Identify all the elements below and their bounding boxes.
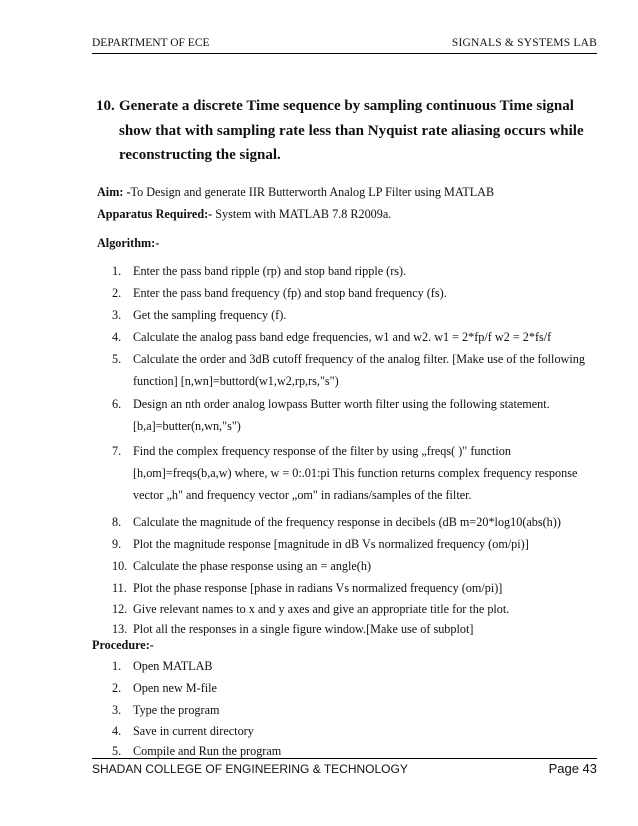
page-footer — [92, 758, 597, 779]
page-header — [92, 37, 597, 54]
footer-college: SHADAN COLLEGE OF ENGINEERING & TECHNOLOGY — [92, 762, 408, 776]
algorithm-step: 8. Calculate the magnitude of the frequency response in decibels (dB m=20*log10(abs(h)) — [112, 515, 561, 529]
algorithm-step: 13. Plot all the responses in a single figure window.[Make use of subplot] — [112, 622, 474, 636]
procedure-step: 2. Open new M-file — [112, 681, 217, 695]
procedure-heading: Procedure:- — [92, 638, 154, 652]
apparatus-line — [97, 207, 391, 222]
algorithm-step: 12. Give relevant names to x and y axes and give an appropriate title for the plot. — [112, 602, 510, 616]
aim-line — [97, 185, 494, 200]
header-department: DEPARTMENT OF ECE — [92, 37, 210, 49]
procedure-step: 4. Save in current directory — [112, 724, 254, 738]
algorithm-step: 6. Design an nth order analog lowpass Butter worth filter using the following statement. [b,a]=butter(n,wn,"s") — [112, 397, 550, 433]
apparatus-text: System with MATLAB 7.8 R2009a. — [212, 207, 392, 221]
algorithm-step: 10. Calculate the phase response using an = angle(h) — [112, 559, 372, 573]
aim-text: To Design and generate IIR Butterworth Analog LP Filter using MATLAB — [130, 185, 495, 199]
aim-label: Aim: - — [97, 185, 131, 199]
page-number: Page 43 — [548, 761, 597, 776]
algorithm-step: 7. Find the complex frequency response of the filter by using „freqs( )" function [h,om]=freqs(b,a,w) where, w = 0:.01:pi This function returns complex frequency response vector „h" and frequency vector „om" in radians/samples of the filter. — [112, 444, 578, 502]
experiment-title-text: Generate a discrete Time sequence by sampling continuous Time signal show that with sampling rate less than Nyquist rate aliasing occurs while reconstructing the signal. — [119, 98, 584, 163]
algorithm-step: 1. Enter the pass band ripple (rp) and stop band ripple (rs). — [112, 264, 407, 278]
procedure-step: 3. Type the program — [112, 703, 220, 717]
header-lab-name: SIGNALS & SYSTEMS LAB — [451, 37, 597, 49]
algorithm-step: 9. Plot the magnitude response [magnitude in dB Vs normalized frequency (om/pi)] — [112, 537, 529, 551]
procedure-step: 1. Open MATLAB — [112, 659, 213, 673]
algorithm-step: 4. Calculate the analog pass band edge frequencies, w1 and w2. w1 = 2*fp/f w2 = 2*fs/f — [112, 330, 552, 344]
algorithm-step: 3. Get the sampling frequency (f). — [112, 308, 287, 322]
algorithm-step: 5. Calculate the order and 3dB cutoff frequency of the analog filter. [Make use of the following function] [n,wn]=buttord(w1,w2,rp,rs,"s") — [112, 352, 585, 388]
algorithm-step: 11. Plot the phase response [phase in radians Vs normalized frequency (om/pi)] — [112, 581, 503, 595]
algorithm-step: 2. Enter the pass band frequency (fp) and stop band frequency (fs). — [112, 286, 447, 300]
experiment-title — [96, 94, 586, 168]
apparatus-label: Apparatus Required:- — [97, 207, 213, 221]
algorithm-heading: Algorithm:- — [97, 236, 160, 250]
procedure-step: 5. Compile and Run the program — [112, 744, 282, 758]
experiment-number: 10. — [96, 98, 115, 114]
